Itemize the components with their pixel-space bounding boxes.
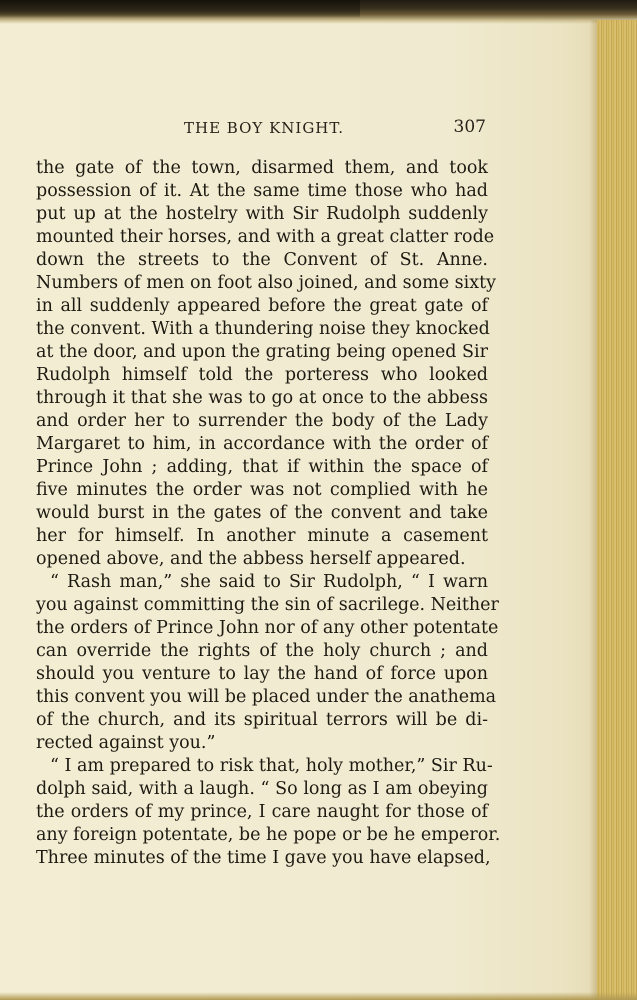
text-line: Three minutes of the time I gave you have elapsed,	[36, 848, 491, 868]
page-bottom-edge	[0, 992, 637, 1000]
text-line: the convent. With a thundering noise they knocked	[36, 319, 490, 339]
text-line: her for himself. In another minute a casement	[36, 526, 488, 546]
running-title: THE BOY KNIGHT.	[184, 119, 344, 137]
text-line: dolph said, with a laugh. “ So long as I am obeying	[36, 779, 488, 799]
text-line: Rudolph himself told the porteress who looked	[36, 365, 488, 385]
gilt-page-edge	[597, 20, 637, 1000]
text-line: of the church, and its spiritual terrors will be di-	[36, 710, 488, 730]
text-line: rected against you.”	[36, 733, 216, 753]
text-line: five minutes the order was not complied with he	[36, 480, 488, 500]
text-line: the orders of my prince, I care naught for those of	[36, 802, 488, 822]
text-line: mounted their horses, and with a great clatter rode	[36, 227, 495, 247]
text-line: opened above, and the abbess herself appeared.	[36, 549, 466, 569]
text-line: any foreign potentate, be he pope or be he emperor.	[36, 825, 501, 845]
text-line: Margaret to him, in accordance with the order of	[36, 434, 488, 454]
text-line: can override the rights of the holy church ; and	[36, 641, 488, 661]
text-line: would burst in the gates of the convent and take	[36, 503, 488, 523]
text-line: Prince John ; adding, that if within the space of	[36, 457, 488, 477]
page-top-shadow	[0, 0, 360, 18]
text-line: the gate of the town, disarmed them, and took	[36, 158, 488, 178]
text-line: down the streets to the Convent of St. Anne.	[36, 250, 488, 270]
text-line: possession of it. At the same time those who had	[36, 181, 488, 201]
text-line: the orders of Prince John nor of any other potentate	[36, 618, 499, 638]
text-line: you against committing the sin of sacrilege. Neither	[36, 595, 499, 615]
text-line: “ Rash man,” she said to Sir Rudolph, “ I warn	[50, 572, 488, 592]
page-header	[36, 117, 488, 143]
text-line: in all suddenly appeared before the great gate of	[36, 296, 488, 316]
text-line: Numbers of men on foot also joined, and some sixty	[36, 273, 497, 293]
text-line: put up at the hostelry with Sir Rudolph suddenly	[36, 204, 488, 224]
page-number: 307	[453, 117, 486, 137]
text-line: through it that she was to go at once to the abbess	[36, 388, 488, 408]
text-line: and order her to surrender the body of the Lady	[36, 411, 488, 431]
text-line: should you venture to lay the hand of force upon	[36, 664, 488, 684]
body-text	[36, 157, 501, 870]
text-line: “ I am prepared to risk that, holy mother,” Sir Ru-	[50, 756, 493, 776]
text-line: at the door, and upon the grating being opened Sir	[36, 342, 488, 362]
text-line: this convent you will be placed under the anathema	[36, 687, 497, 707]
